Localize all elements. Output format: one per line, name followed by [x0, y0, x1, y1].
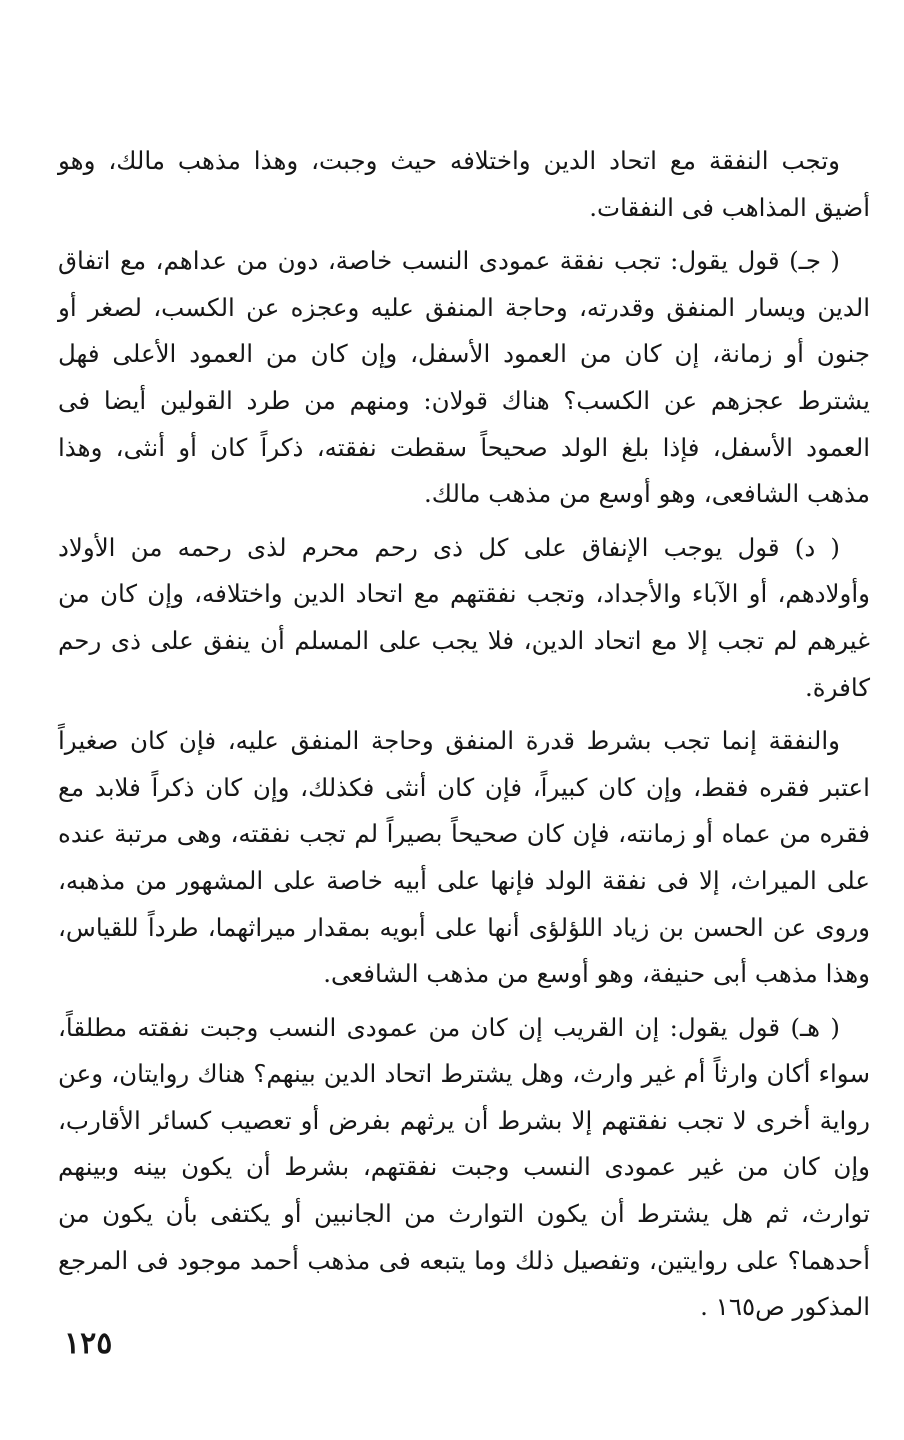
body-text — [58, 138, 870, 1338]
paragraph-5: ( هـ) قول يقول: إن القريب إن كان من عمودى النسب وجبت نفقته مطلقاً، سواء أكان وارثاً أم غير وارث، وهل يشترط اتحاد الدين بينهم؟ هناك روايتان، وعن رواية أخرى لا تجب نفقتهم إلا بشرط أن يرثهم بفرض أو تعصيب كسائر الأقارب، وإن كان من غير عمودى النسب وجبت نفقتهم، بشرط أن يكون بينه وبينهم توارث، ثم هل يشترط أن يكون التوارث من الجانبين أو يكتفى بأن يكون من أحدهما؟ على روايتين، وتفصيل ذلك وما يتبعه فى مذهب أحمد موجود فى المرجع المذكور ص١٦٥ . — [58, 1012, 870, 1322]
paragraph-4: والنفقة إنما تجب بشرط قدرة المنفق وحاجة المنفق عليه، فإن كان صغيراً اعتبر فقره فقط، وإن كان كبيراً، فإن كان أنثى فكذلك، وإن كان ذكراً فلابد مع فقره من عماه أو زمانته، فإن كان صحيحاً بصيراً لم تجب نفقته، وهى مرتبة عنده على الميراث، إلا فى نفقة الولد فإنها على أبيه خاصة على المشهور من مذهبه، وروى عن الحسن بن زياد اللؤلؤى أنها على أبويه بمقدار ميراثهما، طرداً للقياس، وهذا مذهب أبى حنيفة، وهو أوسع من مذهب الشافعى. — [58, 726, 870, 989]
page-number: ١٢٥ — [64, 1326, 113, 1361]
paragraph-3: ( د) قول يوجب الإنفاق على كل ذى رحم محرم لذى رحمه من الأولاد وأولادهم، أو الآباء والأجداد، وتجب نفقتهم مع اتحاد الدين واختلافه، وإن كان من غيرهم لم تجب إلا مع اتحاد الدين، فلا يجب على المسلم أن ينفق على ذى رحم كافرة. — [58, 532, 870, 702]
paragraph-1: وتجب النفقة مع اتحاد الدين واختلافه حيث وجبت، وهذا مذهب مالك، وهو أضيق المذاهب فى النفقات. — [58, 146, 870, 222]
paragraph-2: ( جـ) قول يقول: تجب نفقة عمودى النسب خاصة، دون من عداهم، مع اتفاق الدين ويسار المنفق وقدرته، وحاجة المنفق عليه وعجزه عن الكسب، لصغر أو جنون أو زمانة، إن كان من العمود الأسفل، وإن كان من العمود الأعلى فهل يشترط عجزهم عن الكسب؟ هناك قولان: ومنهم من طرد القولين أيضا فى العمود الأسفل، فإذا بلغ الولد صحيحاً سقطت نفقته، ذكراً كان أو أنثى، وهذا مذهب الشافعى، وهو أوسع من مذهب مالك. — [58, 246, 870, 509]
